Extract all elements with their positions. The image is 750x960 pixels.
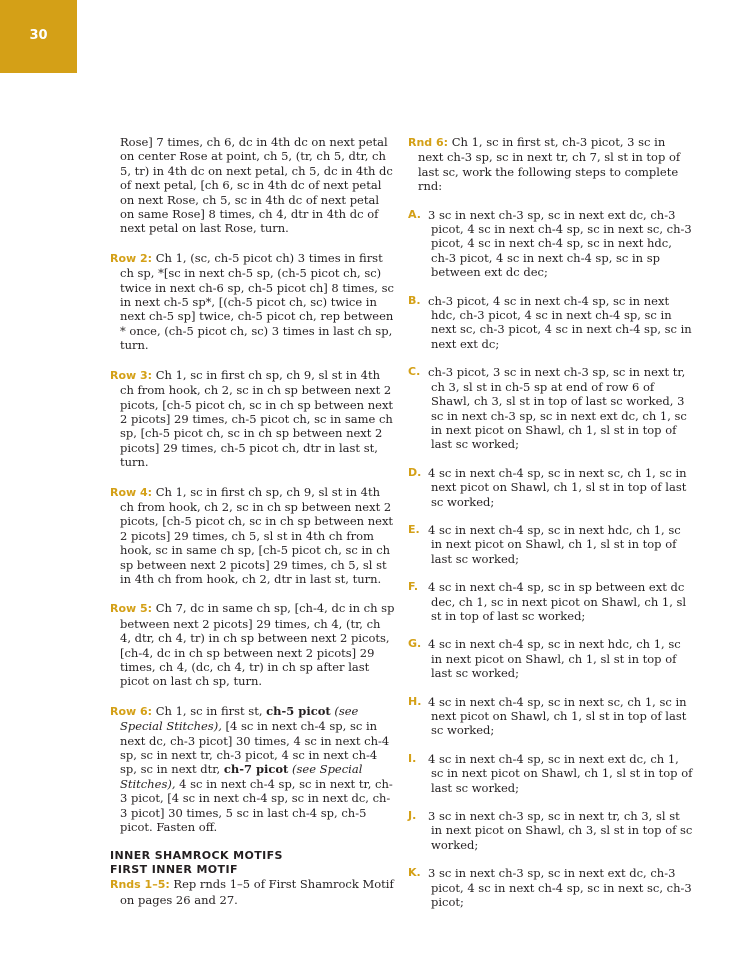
step-g (408, 637, 693, 680)
row-5-text: Ch 7, dc in same ch sp, [ch-4, dc in ch sp between next 2 picots] 29 times, ch 4, (tr, ch 4, dtr, ch 4, tr) in ch sp between next 2 picots, [ch-4, dc in ch sp between next 2 picots] 29 times, ch 4, (dc, ch 4, tr) in ch sp after last picot on last ch sp, turn. (120, 601, 395, 689)
step-f-text: 4 sc in next ch-4 sp, sc in sp between ext dc dec, ch 1, sc in next picot on Shawl, ch 1, sl st in top of last sc worked; (428, 580, 687, 623)
step-k (408, 866, 693, 909)
rnd-6 (408, 135, 693, 194)
row-3 (110, 368, 395, 470)
inner-shamrock-heading: INNER SHAMROCK MOTIFS (110, 849, 283, 863)
step-k-label: K. (408, 866, 421, 880)
rnds-1-5 (110, 877, 395, 907)
step-g-text: 4 sc in next ch-4 sp, sc in next hdc, ch 1, sc in next picot on Shawl, ch 1, sl st in top of last sc worked; (428, 637, 681, 681)
step-c-label: C. (408, 365, 421, 379)
row-2 (110, 251, 395, 353)
right-column (408, 135, 693, 923)
row-4-text: Ch 1, sc in first ch sp, ch 9, sl st in 4th ch from hook, ch 2, sc in ch sp between next 2 picots, [ch-5 picot ch, sc in ch sp between next 2 picots] 29 times, ch 5, sl st in 4th ch from hook, sc in same ch sp, [ch-5 picot ch, sc in ch sp between next 2 picots] 29 times, ch 5, sl st in 4th ch from hook, ch 2, dtr in last st, turn. (120, 484, 394, 586)
step-c (408, 365, 693, 451)
row-6-text-d: [4 sc in next ch-4 sp, sc in next dc, ch-3 picot] 30 times, 4 sc in next ch-4 sp, sc in next tr, ch-3 picot, 4 sc in next ch-4 sp, sc in next dtr, (120, 719, 390, 777)
row-6-label: Row 6: (110, 704, 153, 718)
rnd-6-label: Rnd 6: (408, 136, 449, 149)
row-5-label: Row 5: (110, 602, 153, 616)
step-e-label: E. (408, 522, 420, 536)
first-inner-motif-heading: FIRST INNER MOTIF (110, 863, 238, 877)
step-d-label: D. (408, 465, 422, 479)
row-6-special-note-2: (see Special Stitches), (120, 762, 363, 791)
step-i-label: I. (408, 751, 417, 765)
step-c-text: ch-3 picot, 3 sc in next ch-3 sp, sc in next tr, ch 3, sl st in ch-5 sp at end of row 6 of Shawl, ch 3, sl st in top of last sc worked, 3 sc in next ch-3 sp, sc in next ext dc, ch 1, sc in next picot on Shawl, ch 1, sl st in top of last sc worked; (428, 365, 687, 452)
step-i-text: 4 sc in next ch-4 sp, sc in next ext dc, ch 1, sc in next picot on Shawl, ch 1, sl st in top of last sc worked; (428, 751, 693, 795)
row-2-label: Row 2: (110, 251, 153, 265)
step-d (408, 466, 693, 509)
step-e-text: 4 sc in next ch-4 sp, sc in next hdc, ch 1, sc in next picot on Shawl, ch 1, sl st in top of last sc worked; (428, 522, 681, 566)
rnds-1-5-text: Rep rnds 1–5 of First Shamrock Motif on pages 26 and 27. (120, 877, 394, 907)
step-b-label: B. (408, 293, 421, 307)
left-column (110, 135, 395, 922)
row-6-text-g: 4 sc in next ch-4 sp, sc in next tr, ch-3 picot, [4 sc in next ch-4 sp, sc in next dc, ch-3 picot] 30 times, 5 sc in last ch-4 sp, ch-5 picot. Fasten off. (120, 776, 393, 835)
row-5 (110, 601, 395, 688)
step-k-text: 3 sc in next ch-3 sp, sc in next ext dc, ch-3 picot, 4 sc in next ch-4 sp, sc in next sc, ch-3 picot; (428, 866, 692, 910)
step-i (408, 752, 693, 795)
step-e (408, 523, 693, 566)
row-6-ch5-picot: ch-5 picot (266, 703, 331, 718)
page-number: 30 (29, 28, 48, 43)
step-j-text: 3 sc in next ch-3 sp, sc in next tr, ch 3, sl st in next picot on Shawl, ch 3, sl st in top of sc worked; (428, 809, 693, 852)
row-6-text-a: Ch 1, sc in first st, (155, 703, 263, 718)
rose-continuation: Rose] 7 times, ch 6, dc in 4th dc on next petal on center Rose at point, ch 5, (tr, ch 5, dtr, ch 5, tr) in 4th dc on next petal, ch 5, dc in 4th dc of next petal, [ch 6, sc in 4th dc of next petal on next Rose, ch 5, sc in 4th dc of next petal on same Rose] 8 times, ch 4, dtr in 4th dc of next petal on last Rose, turn. (120, 135, 393, 236)
step-j-label: J. (408, 809, 417, 823)
step-h-label: H. (408, 694, 422, 708)
rnds-1-5-label: Rnds 1–5: (110, 878, 170, 892)
step-a-text: 3 sc in next ch-3 sp, sc in next ext dc, ch-3 picot, 4 sc in next ch-4 sp, sc in next sc, ch-3 picot, 4 sc in next ch-4 sp, sc in next hdc, ch-3 picot, 4 sc in next ch-4 sp, sc in sp between ext dc dec; (428, 207, 692, 280)
step-f-label: F. (408, 580, 419, 594)
row-6 (110, 704, 395, 835)
step-j (408, 809, 693, 852)
rnd-6-text: Ch 1, sc in first st, ch-3 picot, 3 sc in next ch-3 sp, sc in next tr, ch 7, sl st in top of last sc, work the following steps to complete rnd: (418, 135, 681, 194)
step-h-text: 4 sc in next ch-4 sp, sc in next sc, ch 1, sc in next picot on Shawl, ch 1, sl st in top of last sc worked; (428, 694, 687, 738)
row-3-label: Row 3: (110, 368, 153, 382)
row-2-text: Ch 1, (sc, ch-5 picot ch) 3 times in first ch sp, *[sc in next ch-5 sp, (ch-5 picot ch, sc) twice in next ch-6 sp, ch-5 picot ch] 8 times, sc in next ch-5 sp*, [(ch-5 picot ch, sc) twice in next ch-5 sp] twice, ch-5 picot ch, rep between * once, (ch-5 picot ch, sc) 3 times in last ch sp, turn. (120, 250, 394, 353)
page-number-tab (0, 0, 77, 73)
row-6-ch7-picot: ch-7 picot (223, 762, 289, 777)
row-4-label: Row 4: (110, 485, 153, 499)
row-4 (110, 485, 395, 587)
step-f (408, 580, 693, 623)
step-h (408, 695, 693, 738)
step-d-text: 4 sc in next ch-4 sp, sc in next sc, ch 1, sc in next picot on Shawl, ch 1, sl st in top of last sc worked; (428, 465, 687, 509)
row-6-special-note-1: (see Special Stitches), (120, 703, 359, 734)
step-g-label: G. (408, 637, 422, 651)
step-b (408, 294, 693, 352)
step-a (408, 208, 693, 280)
step-b-text: ch-3 picot, 4 sc in next ch-4 sp, sc in next hdc, ch-3 picot, 4 sc in next ch-4 sp, sc in next sc, ch-3 picot, 4 sc in next ch-4 sp, sc in next ext dc; (428, 293, 692, 351)
step-a-label: A. (408, 207, 421, 221)
row-3-text: Ch 1, sc in first ch sp, ch 9, sl st in 4th ch from hook, ch 2, sc in ch sp between next 2 picots, [ch-5 picot ch, sc in ch sp between next 2 picots] 29 times, ch-5 picot ch, sc in same ch sp, [ch-5 picot ch, sc in ch sp between next 2 picots] 29 times, ch-5 picot ch, dtr in last st, turn. (120, 367, 394, 470)
